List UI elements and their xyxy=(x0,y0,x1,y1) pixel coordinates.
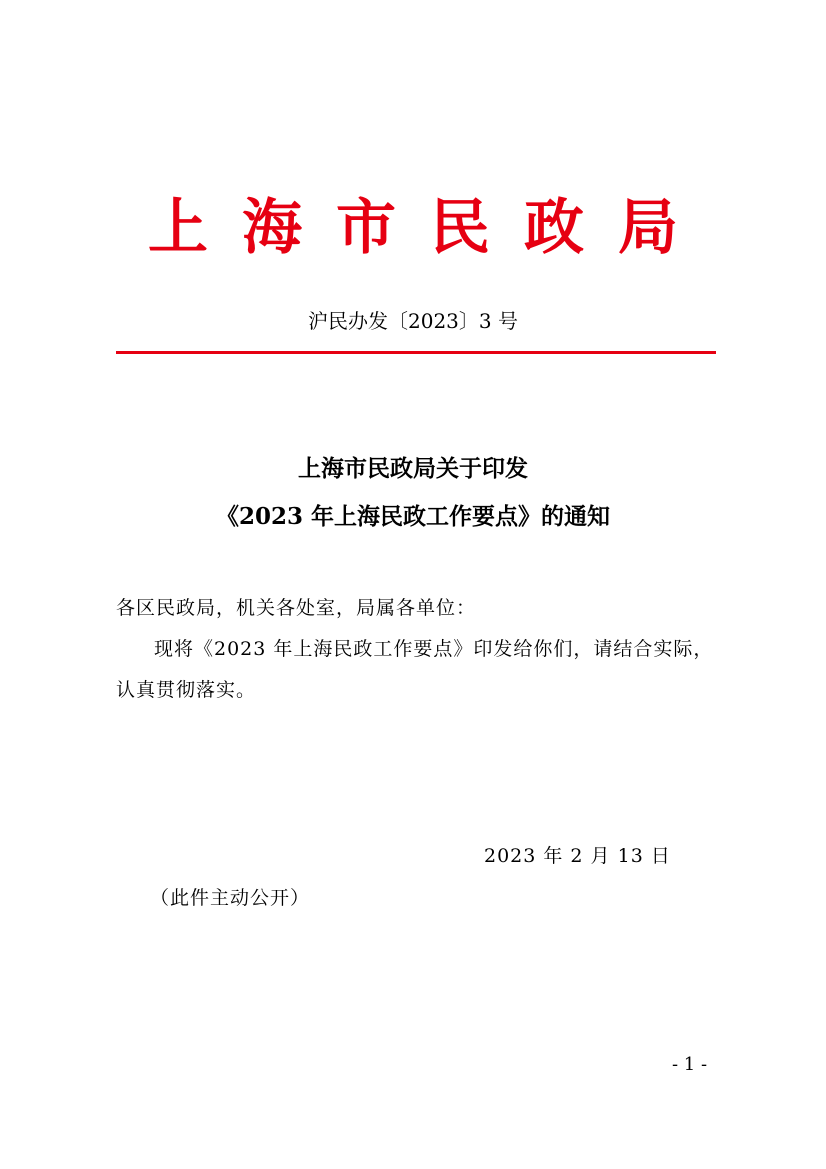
body-paragraph-line1: 现将《2023 年上海民政工作要点》印发给你们，请结合实际， xyxy=(154,638,714,660)
notice-title-line1: 上海市民政局关于印发 xyxy=(298,455,528,482)
publicity-note: （此件主动公开） xyxy=(150,887,311,909)
page-number: - 1 - xyxy=(672,1054,708,1075)
notice-title-line2: 《2023 年上海民政工作要点》的通知 xyxy=(215,503,611,530)
red-separator-rule xyxy=(116,351,716,354)
issuer-header: 上海市民政局 xyxy=(148,193,712,263)
issue-date: 2023 年 2 月 13 日 xyxy=(484,845,671,867)
document-number: 沪民办发〔2023〕3 号 xyxy=(308,309,518,333)
body-paragraph-line2: 认真贯彻落实。 xyxy=(116,679,257,701)
addressee: 各区民政局，机关各处室，局属各单位： xyxy=(116,597,477,619)
